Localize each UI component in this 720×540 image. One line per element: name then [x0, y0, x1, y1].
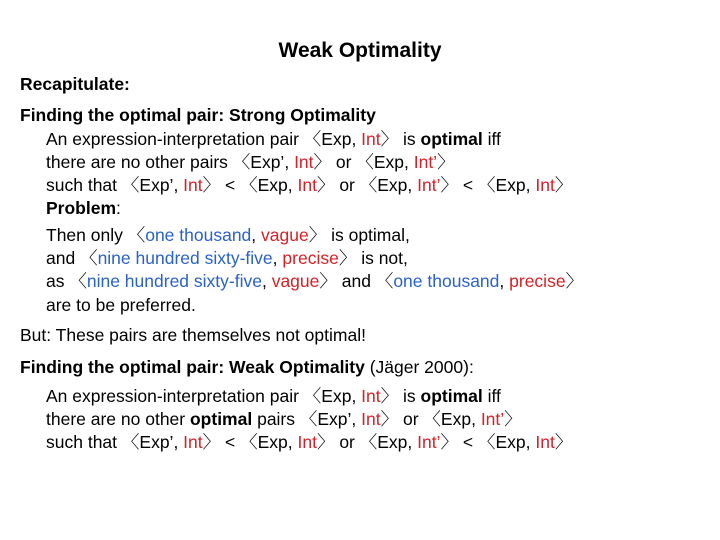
strong-optimality-heading: Finding the optimal pair: Strong Optimality: [20, 105, 376, 125]
weak-def-line-2: there are no other optimal pairs 〈Exp’, Int〉 or 〈Exp, Int’〉: [46, 409, 522, 429]
weak-optimality-heading: Finding the optimal pair: Weak Optimality (Jäger 2000):: [20, 357, 474, 377]
problem-line-2: and 〈nine hundred sixty-five, precise〉 is not,: [46, 248, 408, 268]
weak-def-line-1: An expression-interpretation pair 〈Exp, Int〉 is optimal iff: [46, 386, 501, 406]
problem-line-4: are to be preferred.: [46, 295, 196, 315]
weak-def-line-3: such that 〈Exp’, Int〉 < 〈Exp, Int〉 or 〈Exp, Int’〉 < 〈Exp, Int〉: [46, 432, 573, 452]
but-line: But: These pairs are themselves not optimal!: [20, 325, 366, 345]
problem-line-1: Then only 〈one thousand, vague〉 is optimal,: [46, 225, 410, 245]
slide-title: Weak Optimality: [278, 39, 442, 62]
recap-heading: Recapitulate:: [20, 74, 130, 94]
strong-def-line-2: there are no other pairs 〈Exp’, Int〉 or 〈Exp, Int’〉: [46, 152, 455, 172]
problem-line-3: as 〈nine hundred sixty-five, vague〉 and 〈one thousand, precise〉: [46, 271, 584, 291]
strong-def-line-1: An expression-interpretation pair 〈Exp, Int〉 is optimal iff: [46, 129, 501, 149]
strong-def-line-3: such that 〈Exp’, Int〉 < 〈Exp, Int〉 or 〈Exp, Int’〉 < 〈Exp, Int〉: [46, 175, 573, 195]
problem-label: Problem:: [46, 198, 121, 218]
